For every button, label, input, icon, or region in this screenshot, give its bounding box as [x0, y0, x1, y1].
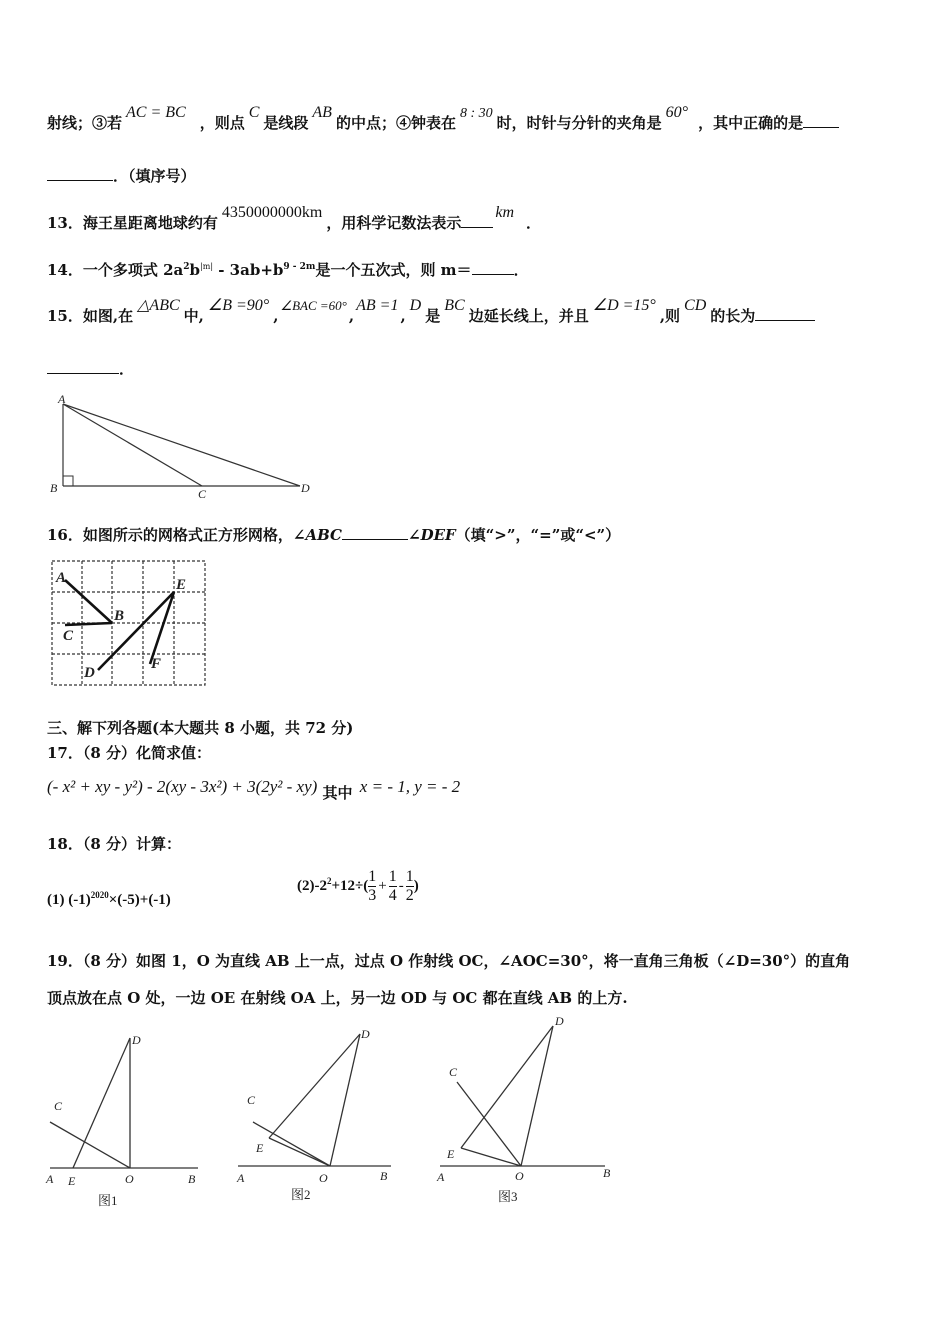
grid-label-d: D [84, 665, 95, 681]
math-triangle-abc: △ABC [137, 297, 180, 314]
answer-blank-13[interactable] [461, 213, 493, 228]
math-angle-d: ∠D =15° [592, 297, 656, 314]
answer-blank-12a[interactable] [803, 113, 839, 128]
fig2-label-e: E [256, 1141, 264, 1155]
fig3-label-c: C [449, 1065, 458, 1079]
label-b: B [50, 481, 58, 495]
grid-label-b: B [114, 608, 125, 624]
fig2-label-c: C [247, 1093, 256, 1107]
fig2-caption: 图2 [291, 1187, 311, 1202]
fig3-label-o: O [515, 1169, 524, 1183]
q16-grid-figure [50, 558, 210, 688]
fraction-1-4: $\frac{1}{4}$ [388, 868, 397, 904]
fig1-label-o: O [125, 1172, 134, 1186]
q18-part2: $(2)-2^2+12\div$( $\frac{1}{3}$ + $\frac{1}{4}$ - $\frac{1}{2}$ ) [297, 868, 419, 904]
math-km: km [495, 204, 515, 221]
grid-label-f: F [151, 656, 162, 672]
math-expression: (- x² + xy - y²) - 2(xy - 3x²) + 3(2y² - xy) [47, 777, 318, 796]
fraction-1-2: $\frac{1}{2}$ [405, 868, 414, 904]
q18-line: 18．（8 分）计算： [47, 835, 182, 853]
fig2-label-a: A [237, 1171, 245, 1185]
math-angle-def: ∠DEF [408, 526, 456, 544]
fig3-label-b: B [603, 1166, 611, 1180]
fig1-label-b: B [188, 1172, 196, 1186]
answer-blank-15b[interactable] [47, 359, 119, 374]
math-distance: 4350000000km [221, 204, 323, 221]
fraction-1-3: $\frac{1}{3}$ [368, 868, 377, 904]
math-bc: BC [444, 297, 465, 314]
fig3-label-a: A [437, 1170, 445, 1184]
q17-line: 17．（8 分）化简求值： [47, 744, 212, 762]
q17-expression: (- x² + xy - y²) - 2(xy - 3x²) + 3(2y² - xy) 其中 x = - 1, y = - 2 [47, 777, 461, 802]
answer-blank-14[interactable] [472, 260, 514, 275]
fig3-label-d: D [555, 1014, 564, 1028]
fig1-label-a: A [46, 1172, 54, 1186]
fig3-label-e: E [447, 1147, 455, 1161]
fig2-label-b: B [380, 1169, 388, 1183]
q12-line2: ．（填序号） [47, 165, 196, 186]
grid-label-e: E [176, 577, 187, 593]
q18-part1: (1) $(-1)^{2020}\times(-5)+(-1)$ [47, 890, 171, 908]
math-angle-bac: ∠BAC =60° [280, 298, 347, 313]
math-d: D [409, 297, 422, 314]
q19-line2: 顶点放在点 O 处，一边 OE 在射线 OA 上，另一边 OD 与 OC 都在直线 AB 的上方. [47, 989, 628, 1007]
q19-figure-3 [435, 1012, 620, 1212]
math-ab-1: AB =1 [356, 297, 399, 314]
label-d: D [301, 481, 310, 495]
q15-line1: 15．如图,在△ABC中,∠B =90°,∠BAC =60°,AB =1,D是BC边延长线上，并且∠D =15°,则CD的长为 [47, 305, 815, 326]
math-ab: AB [312, 104, 332, 121]
fig2-label-o: O [319, 1171, 328, 1185]
q15-triangle-figure [45, 392, 315, 502]
grid-label-a: A [56, 570, 67, 586]
math-ac-bc: AC = BC [126, 104, 186, 121]
q16-line: 16．如图所示的网格式正方形网格，∠ABC ∠DEF（填“>”，“=”或“<”） [47, 526, 621, 544]
answer-blank-16[interactable] [342, 525, 408, 540]
math-angle-b: ∠B =90° [207, 297, 270, 314]
math-angle-abc: ∠ABC [292, 526, 342, 544]
q15-line2: ． [47, 358, 134, 379]
fig3-caption: 图3 [498, 1189, 518, 1204]
fig1-caption: 图1 [98, 1193, 118, 1208]
fig1-label-c: C [54, 1099, 63, 1113]
math-time: 8 : 30 [459, 106, 493, 121]
q19-figure-1 [40, 1028, 210, 1218]
q14-line: 14．一个多项式 $2a^2b^{|m|} - 3ab+b^{9 - 2m}$是一个五次式，则 m＝ ． [47, 261, 529, 279]
answer-blank-12b[interactable] [47, 166, 113, 181]
math-cd: CD [684, 297, 707, 314]
label-c: C [198, 487, 207, 501]
fig1-label-e: E [68, 1174, 76, 1188]
q19-line1: 19．（8 分）如图 1，O 为直线 AB 上一点，过点 O 作射线 OC，∠AOC=30°，将一直角三角板（∠D=30°）的直角 [47, 952, 851, 970]
fig1-label-d: D [132, 1033, 141, 1047]
math-condition: x = - 1, y = - 2 [359, 777, 461, 796]
grid-label-c: C [63, 628, 74, 644]
answer-blank-15a[interactable] [755, 306, 815, 321]
fig2-label-d: D [361, 1027, 370, 1041]
q12-line1: 射线；③若AC = BC，则点C是线段AB的中点；④钟表在8 : 30时，时针与分针的夹角是60°，其中正确的是 [47, 112, 839, 133]
q13-line: 13．海王星距离地球约有4350000000km，用科学记数法表示km． [47, 204, 542, 232]
q19-figure-2 [233, 1022, 408, 1212]
math-angle-60: 60° [665, 104, 689, 121]
label-a: A [58, 392, 66, 406]
section-3-heading: 三、解下列各题(本大题共 8 小题，共 72 分) [47, 719, 354, 737]
math-c: C [248, 104, 260, 121]
